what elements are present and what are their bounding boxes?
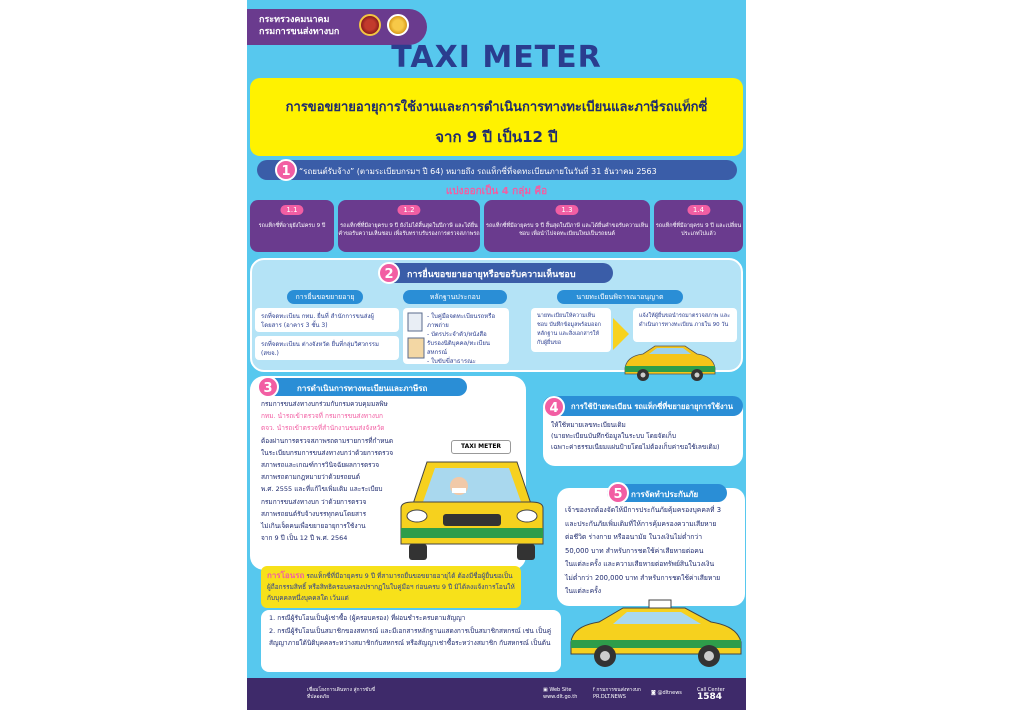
group-tag: 1.3 (555, 205, 578, 215)
section5-line: เจ้าของรถต้องจัดให้มีการประกันภัยคุ้มครองบุคคลที่ 3 (565, 506, 722, 514)
section3-line: ไม่เกินเจ็ดคนเพื่อขยายอายุการใช้งาน (261, 522, 366, 531)
section3-line: สภาพรถและเกณฑ์การวินิจฉัยผลการตรวจ (261, 461, 380, 470)
headline-banner (250, 78, 743, 156)
section5-line: ในแต่ละครั้ง และความเสียหายต่อทรัพย์สินในวงเงิน (565, 560, 715, 568)
section3-line: ในระเบียบกรมการขนส่งทางบกว่าด้วยการตรวจ (261, 448, 394, 457)
footer-callcenter (697, 687, 725, 702)
facebook-icon: f (593, 687, 597, 693)
section1-subheading: แบ่งออกเป็น 4 กลุ่ม คือ (445, 186, 548, 197)
website-label: Web Site (549, 687, 572, 693)
section3-line: ตจว. นำรถเข้าตรวจที่สำนักงานขนส่งจังหวัด (261, 424, 385, 433)
footer-slogan: เชื่อมโยงการเดินทาง สู่การขับขี่ที่ปลอดภัย (307, 687, 376, 700)
group-text: รถแท็กซี่ที่อายุยังไม่ครบ 9 ปี (258, 223, 326, 229)
section5-text (565, 504, 741, 599)
section5-line: และประกันภัยเพิ่มเติมที่ให้การคุ้มครองความเสียหาย (565, 519, 717, 528)
section2-col3-head: นายทะเบียนพิจารณาอนุญาต (557, 290, 683, 304)
group-tag: 1.1 (280, 205, 303, 215)
department-name: กรมการขนส่งทางบก (259, 27, 340, 37)
section4-bar: การใช้ป้ายทะเบียน รถแท็กซี่ที่ขยายอายุการใช้งาน (543, 396, 743, 416)
section2-col1-head: การยื่นขอขยายอายุ (287, 290, 363, 304)
facebook-label: กรมการขนส่งทางบก (596, 687, 641, 693)
web-icon: ▣ (543, 687, 550, 693)
section3-line: สภาพรถยนต์รับจ้างบรรทุกคนโดยสาร (261, 509, 367, 518)
taxi-front-illustration (397, 452, 547, 568)
section4-line: (นายทะเบียนบันทึกข้อมูลในระบบ โดยจัดเก็บ (551, 432, 676, 440)
section5-line: ไม่ต่ำกว่า 200,000 บาท สำหรับการชดใช้ค่าเสียหาย (565, 573, 721, 582)
section1-bar (257, 160, 737, 180)
transfer-item: 2. กรณีผู้รับโอนเป็นสมาชิกของสหกรณ์ และมีเอกสารหลักฐานแสดงการเป็นสมาชิกสหกรณ์ เช่น เป็นคู่สัญญาภายใต้นิติบุคคลระหว่างสมาชิกกับสหกรณ์ หรือสัญญาเช่าซื้อระหว่างสมาชิก กับสหกรณ์ เป็นต้น (269, 626, 552, 647)
section4-line: เฉพาะค่าธรรมเนียมแผ่นป้ายโดยไม่ต้องเก็บค่าขอใช้เลขเดิม) (551, 443, 720, 451)
transfer-label: การโอนรถ (267, 571, 305, 580)
section5-number-badge: 5 (607, 482, 629, 504)
line-id[interactable]: @dltnews (657, 690, 682, 696)
section2-number-badge: 2 (378, 262, 400, 284)
section3-line: กรมการขนส่งทางบก ว่าด้วยการตรวจ (261, 497, 367, 506)
headline-line1: การขอขยายอายุการใช้งานและการดำเนินการทางทะเบียนและภาษีรถแท็กซี่ (285, 100, 708, 115)
group-card-1-4 (654, 200, 743, 252)
footer-bar (247, 678, 746, 710)
section1-text: “รถยนต์รับจ้าง” (ตามระเบียบกรมฯ ปี 64) หมายถึง รถแท็กซี่ที่จดทะเบียนภายในวันที่ 31 ธันวาคม 2563 (299, 167, 657, 176)
line-icon: ◙ (651, 690, 658, 696)
evidence-item: - บัตรประจำตัว/หนังสือรับรองนิติบุคคล/ทะเบียนสหกรณ์ (427, 331, 490, 356)
transfer-item: 1. กรณีผู้รับโอนเป็นผู้เช่าซื้อ (ผู้ครอบครอง) ที่ผ่อนชำระครบตามสัญญา (269, 614, 466, 622)
section5-bar: การจัดทำประกันภัย (607, 484, 727, 502)
taxi-meter-sign: TAXI METER (451, 440, 511, 454)
group-tag: 1.4 (687, 205, 710, 215)
callcenter-label: Call Center (697, 687, 725, 693)
infographic-poster (247, 0, 746, 710)
section5-line: ในแต่ละครั้ง (565, 587, 602, 595)
section1-number-badge: 1 (275, 159, 297, 181)
section2-col1-item2: รถที่จดทะเบียน ต่างจังหวัด ยื่นที่กลุ่มวิศวกรรม (สขจ.) (255, 336, 399, 360)
callcenter-number[interactable]: 1584 (697, 692, 723, 702)
section3-bar: การดำเนินการทางทะเบียนและภาษีรถ (267, 378, 467, 396)
website-link[interactable]: www.dlt.go.th (543, 694, 578, 700)
group-card-1-3 (484, 200, 650, 252)
group-text: รถแท็กซี่ที่มีอายุครบ 9 ปี ยังไม่ได้สิ้นสุดในปีภาษี และได้ยื่นคำขอรับความเห็นชอบ เพื่อรับทราบรับรองการตรวจสภาพรถ (338, 223, 480, 237)
section4-line: ให้ใช้หมายเลขทะเบียนเดิม (551, 421, 626, 429)
footer-line (651, 690, 682, 697)
section3-line: จาก 9 ปี เป็น 12 ปี พ.ศ. 2564 (261, 534, 348, 543)
section3-line: กทม. นำรถเข้าตรวจที่ กรมการขนส่งทางบก (261, 412, 383, 421)
section2-col3-right: แจ้งให้ผู้ยื่นขอนำรถมาตรวจสภาพ และดำเนินการทางทะเบียน ภายใน 90 วัน (633, 308, 737, 342)
taxi-car-icon (619, 342, 719, 382)
dlt-seal-icon (359, 14, 381, 36)
evidence-item: - ใบคู่มือจดทะเบียนรถหรือภาพถ่าย (427, 313, 496, 329)
transfer-exceptions (261, 610, 561, 672)
ministry-name: กระทรวงคมนาคม (259, 15, 330, 25)
transfer-text: รถแท็กซี่ที่มีอายุครบ 9 ปี ที่สามารถยื่นขอขยายอายุได้ ต้องมีชื่อผู้ยื่นขอเป็นผู้ถือกรรมสิทธิ์ หรือสิทธิครอบครองปรากฏในใบคู่มือฯ ก่อนครบ 9 ปี มิได้ลงแจ้งการโอนให้กับบุคคลหนึ่งบุคคลใด เว้นแต่ (267, 572, 515, 602)
section5-line: 50,000 บาท สำหรับการชดใช้ค่าเสียหายต่อคน (565, 546, 704, 555)
page-title: TAXI METER (391, 40, 602, 75)
section3-line: พ.ศ. 2555 และที่แก้ไขเพิ่มเติม และระเบียบ (261, 485, 383, 494)
section5-line: ต่อชีวิต ร่างกาย หรืออนามัย ในวงเงินไม่ต่ำกว่า (565, 533, 703, 541)
group-text: รถแท็กซี่ที่มีอายุครบ 9 ปี และเปลี่ยนประเภทไปแล้ว (655, 223, 742, 237)
transfer-note (261, 566, 521, 608)
footer-website (543, 687, 577, 701)
headline-line2: จาก 9 ปี เป็น12 ปี (435, 128, 558, 146)
section2-col3-left: นายทะเบียนให้ความเห็นชอบ บันทึกข้อมูลพร้อมออกหลักฐาน และสิ่งเอกสารให้กับผู้ยื่นขอ (531, 308, 611, 352)
taxi-side-illustration (565, 596, 745, 670)
group-text: รถแท็กซี่ที่มีอายุครบ 9 ปี สิ้นสุดในปีภาษี และได้ยื่นคำขอรับความเห็นชอบ เพื่อนำไปจดทะเบียนใหม่เป็นรถยนต์ (485, 223, 649, 237)
document-icon (407, 312, 425, 360)
section2-col2-head: หลักฐานประกอบ (403, 290, 507, 304)
section3-line: สภาพรถตามกฎหมายว่าด้วยรถยนต์ (261, 473, 360, 482)
ministry-seal-icon (387, 14, 409, 36)
evidence-item: - ใบขับขี่สาธารณะ (427, 358, 476, 365)
section3-number-badge: 3 (257, 376, 279, 398)
facebook-page[interactable]: PR.DLT.NEWS (593, 694, 626, 700)
section4-number-badge: 4 (543, 396, 565, 418)
section2-bar: การยื่นขอขยายอายุหรือขอรับความเห็นชอบ (383, 263, 613, 283)
section3-line: ต้องผ่านการตรวจสภาพรถตามรายการที่กำหนด (261, 436, 394, 445)
section4-text (551, 420, 739, 453)
group-card-1-2 (338, 200, 480, 252)
group-tag: 1.2 (397, 205, 420, 215)
section2-col1-item1: รถที่จดทะเบียน กทม. ยื่นที่ สำนักการขนส่งผู้โดยสาร (อาคาร 3 ชั้น 3) (255, 308, 399, 332)
section3-line: กรมการขนส่งทางบกร่วมกับกรมควบคุมมลพิษ (261, 400, 388, 408)
footer-facebook (593, 687, 641, 701)
group-card-1-1 (250, 200, 334, 252)
